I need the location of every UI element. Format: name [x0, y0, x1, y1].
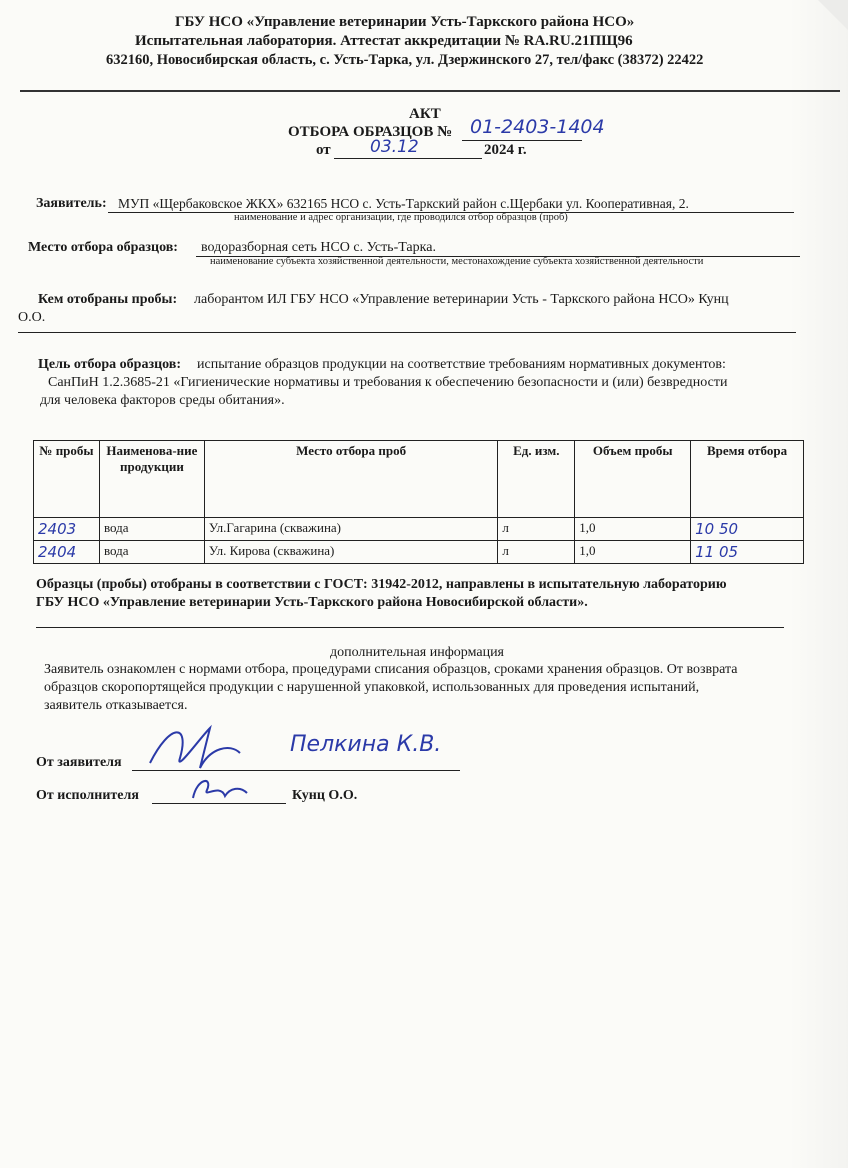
header-cell-unit: Ед. изм.	[498, 441, 575, 518]
header-cell-place: Место отбора проб	[204, 441, 498, 518]
conformity-underline	[36, 627, 784, 628]
applicant-name-handwritten: Пелкина К.В.	[290, 732, 442, 757]
purpose-line-3: для человека факторов среды обитания».	[40, 393, 285, 408]
place-hint: наименование субъекта хозяйственной деятельности, местонахождение субъекта хозяйственной деятельности	[210, 256, 704, 267]
row-2-place: Ул. Кирова (скважина)	[204, 541, 498, 564]
date-handwritten: 03.12	[370, 137, 419, 157]
header-cell-volume: Объем пробы	[575, 441, 691, 518]
collector-underline	[18, 332, 796, 333]
applicant-label: Заявитель:	[36, 196, 107, 211]
header-cell-time: Время отбора	[691, 441, 804, 518]
row-1-product: вода	[99, 518, 204, 541]
purpose-value: испытание образцов продукции на соответствие требованиям нормативных документов:	[197, 357, 726, 372]
header-line-3: 632160, Новосибирская область, с. Усть-Тарка, ул. Дзержинского 27, тел/факс (38372) 22422	[106, 52, 704, 68]
date-suffix: 2024 г.	[484, 142, 527, 158]
page-shading	[788, 0, 848, 1168]
row-1-volume: 1,0	[575, 518, 691, 541]
header-rule	[20, 90, 840, 92]
additional-line-3: заявитель отказывается.	[44, 698, 188, 713]
header-line-2: Испытательная лаборатория. Аттестат аккредитации № RA.RU.21ПЩ96	[135, 33, 633, 49]
executor-sign-label: От исполнителя	[36, 788, 139, 803]
place-value: водоразборная сеть НСО с. Усть-Тарка.	[201, 240, 436, 255]
conformity-line-2: ГБУ НСО «Управление ветеринарии Усть-Таркского района Новосибирской области».	[36, 595, 588, 610]
header-line-1: ГБУ НСО «Управление ветеринарии Усть-Таркского района НСО»	[175, 14, 635, 30]
additional-line-1: Заявитель ознакомлен с нормами отбора, процедурами списания образцов, сроками хранения образцов. От возврата	[44, 662, 738, 677]
samples-table	[33, 440, 804, 564]
conformity-line-1: Образцы (пробы) отобраны в соответствии с ГОСТ: 31942-2012, направлены в испытательную лабораторию	[36, 577, 727, 592]
purpose-line-2: СанПиН 1.2.3685-21 «Гигиенические нормативы и требования к обеспечению безопасности и (или) безвредности	[48, 375, 728, 390]
collector-value-2: О.О.	[18, 310, 46, 325]
header-cell-product: Наименова-ние продукции	[99, 441, 204, 518]
row-1-place: Ул.Гагарина (скважина)	[204, 518, 498, 541]
row-2-number: 2404	[34, 541, 100, 564]
additional-title: дополнительная информация	[330, 645, 504, 660]
page-corner	[818, 0, 848, 30]
row-1-number: 2403	[34, 518, 100, 541]
table-row	[34, 518, 804, 541]
date-prefix: от	[316, 142, 331, 158]
place-label: Место отбора образцов:	[28, 240, 178, 255]
act-title: АКТ	[409, 106, 441, 122]
row-2-volume: 1,0	[575, 541, 691, 564]
row-2-unit: л	[498, 541, 575, 564]
date-line	[334, 158, 482, 159]
act-subtitle: ОТБОРА ОБРАЗЦОВ №	[288, 124, 453, 140]
executor-name: Кунц О.О.	[292, 788, 358, 803]
row-1-time: 10 50	[691, 518, 804, 541]
header-cell-number: № пробы	[34, 441, 100, 518]
collector-label: Кем отобраны пробы:	[38, 292, 178, 307]
act-number-line	[462, 140, 582, 141]
row-2-product: вода	[99, 541, 204, 564]
applicant-sign-label: От заявителя	[36, 755, 122, 770]
collector-value: лаборантом ИЛ ГБУ НСО «Управление ветеринарии Усть - Таркского района НСО» Кунц	[194, 292, 729, 307]
purpose-label: Цель отбора образцов:	[38, 357, 182, 372]
table-row	[34, 541, 804, 564]
row-2-time: 11 05	[691, 541, 804, 564]
row-1-unit: л	[498, 518, 575, 541]
table-header-row	[34, 441, 804, 518]
executor-signature-mark	[185, 768, 255, 808]
applicant-value: МУП «Щербаковское ЖКХ» 632165 НСО с. Усть-Таркский район с.Щербаки ул. Кооперативная, 2.	[118, 196, 689, 211]
act-number-handwritten: 01-2403-1404	[470, 116, 605, 138]
applicant-hint: наименование и адрес организации, где проводился отбор образцов (проб)	[234, 212, 568, 223]
additional-line-2: образцов скоропортящейся продукции с нарушенной упаковкой, использованных для проведения испытаний,	[44, 680, 700, 695]
